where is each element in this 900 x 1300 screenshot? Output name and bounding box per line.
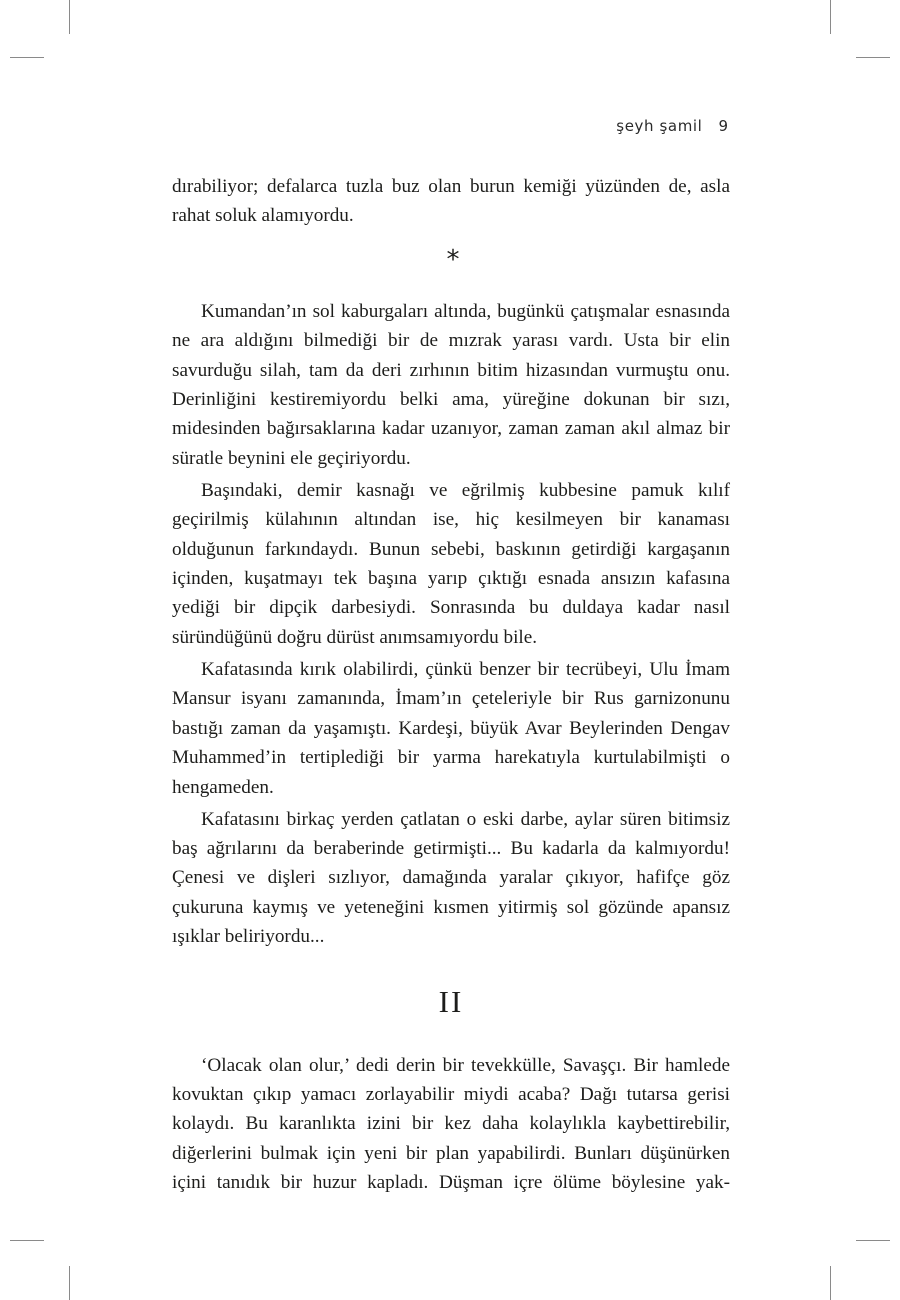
page-number: 9	[718, 117, 728, 135]
crop-mark-bottom-right	[830, 1266, 831, 1300]
paragraph: Başındaki, demir kasnağı ve eğrilmiş kubbesine pamuk kılıf geçirilmiş külahının altından ise, hiç kesilmeyen bir kanaması olduğunun farkındaydı. Bunun sebebi, baskının getirdiği kargaşanın içinden, kuşatmayı tek başına yarıp çıktığı esnada ansızın kafasına yediği bir dipçik darbesiydi. Sonrasında bu duldaya kadar nasıl süründüğünü doğru dürüst anımsamıyordu bile.	[172, 479, 730, 648]
section-break-ornament	[172, 244, 730, 275]
chapter-heading: II	[438, 983, 464, 1019]
running-head	[616, 117, 728, 135]
crop-mark-bottom-left-h	[10, 1240, 44, 1241]
paragraph: Kafatasında kırık olabilirdi, çünkü benzer bir tecrübeyi, Ulu İmam Mansur isyanı zamanında, İmam’ın çeteleriyle bir Rus garnizonunu bastığı zaman da yaşamıştı. Kardeşi, büyük Avar Beylerinden Dengav Muhammed’in tertiplediği bir yarma harekatıyla kurtulabilmişti o hengameden.	[172, 658, 730, 798]
crop-mark-top-left	[69, 0, 70, 34]
paragraph-continued: dırabiliyor; defalarca tuzla buz olan burun kemiği yüzünden de, asla rahat soluk alamıyordu.	[172, 176, 730, 227]
crop-mark-top-left-h	[10, 57, 44, 58]
crop-mark-bottom-left	[69, 1266, 70, 1300]
running-head-title: şeyh şamil	[616, 117, 703, 135]
crop-mark-bottom-right-h	[856, 1240, 890, 1241]
paragraph: ‘Olacak olan olur,’ dedi derin bir tevekkülle, Savaşçı. Bir hamlede kovuktan çıkıp yamacı zorlayabilir miydi acaba? Dağı tutarsa gerisi kolaydı. Bu karanlıkta izini bir kez daha kolaylıkla kaybettirebilir, diğerlerini bulmak için yeni bir plan yapabilirdi. Bunları düşünürken içini tanıdık bir huzur kapladı. Düşman içre ölüme böylesine yak-	[172, 1054, 730, 1194]
crop-mark-top-right-h	[856, 57, 890, 58]
asterisk-ornament: *	[446, 244, 460, 275]
crop-mark-top-right	[830, 0, 831, 34]
body-text	[172, 172, 730, 1198]
paragraph: Kafatasını birkaç yerden çatlatan o eski darbe, aylar süren bitimsiz baş ağrılarını da beraberinde getirmişti... Bu kadarla da kalmıyordu! Çenesi ve dişleri sızlıyor, damağında yaralar çıkıyor, hafifçe göz çukuruna kaymış ve yeteneğini kısmen yitirmiş sol gözünde apansız ışıklar beliriyordu...	[172, 808, 730, 948]
paragraph: Kumandan’ın sol kaburgaları altında, bugünkü çatışmalar esnasında ne ara aldığını bilmediği bir de mızrak yarası vardı. Usta bir elin savurduğu silah, tam da deri zırhının bitim hizasından vurmuştu onu. Derinliğini kestiremiyordu belki ama, yüreğine dokunan bir sızı, midesinden bağırsaklarına kadar uzanıyor, zaman zaman akıl almaz bir süratle beynini ele geçiriyordu.	[172, 300, 730, 469]
